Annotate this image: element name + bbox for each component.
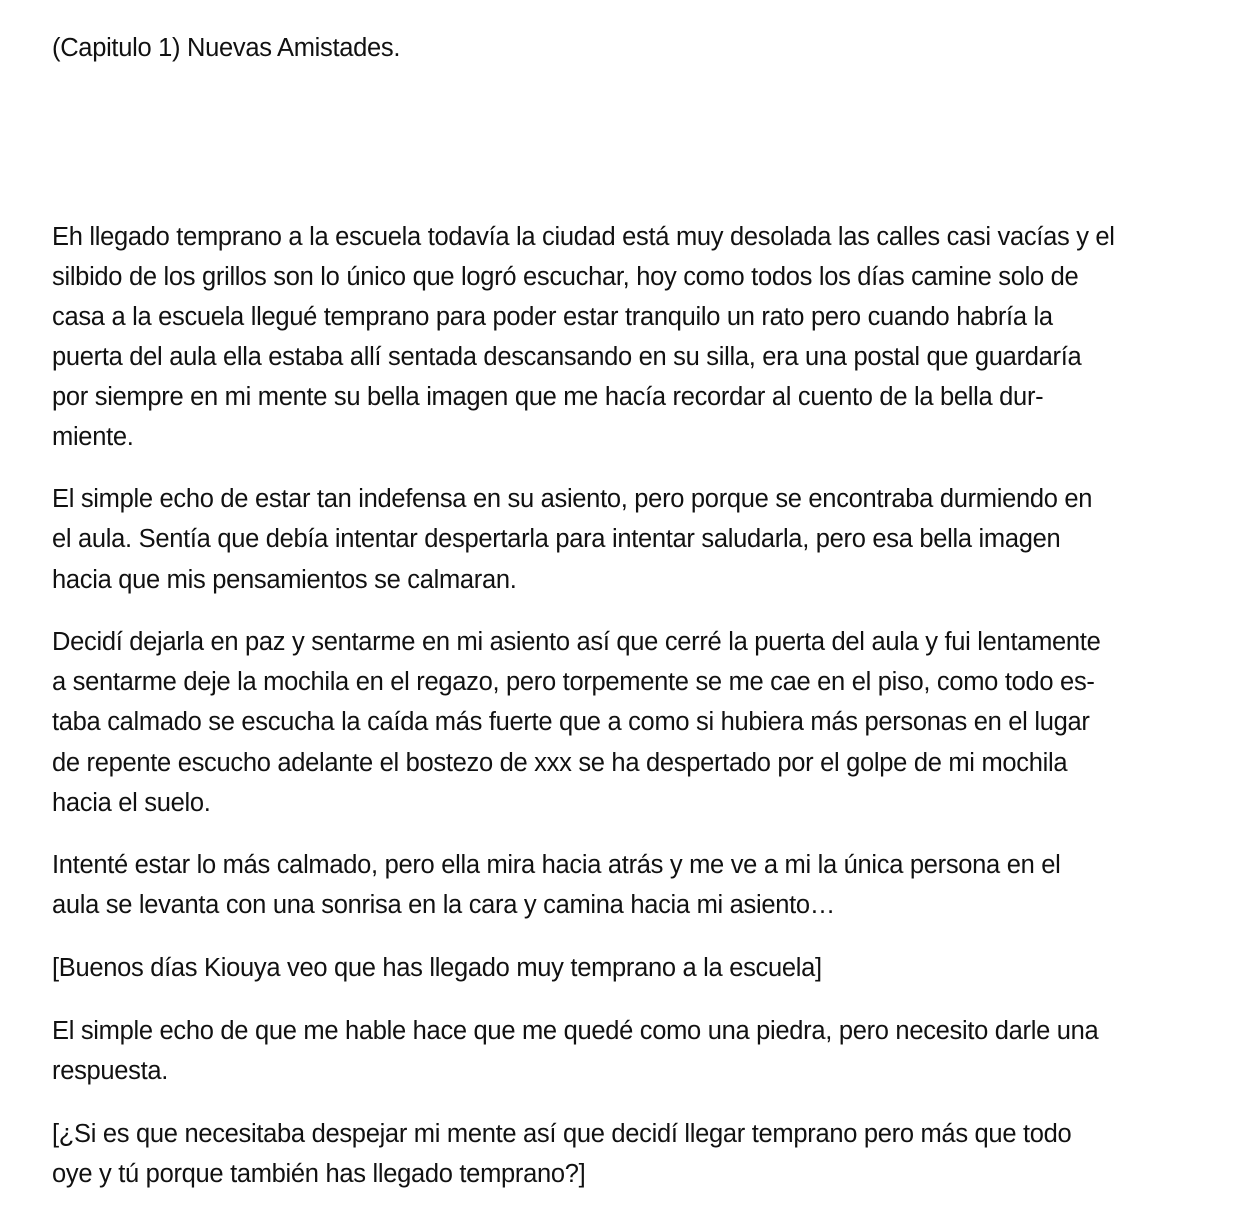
text-line: oye y tú porque también has llegado temprano?]: [52, 1160, 586, 1188]
text-line: el aula. Sentía que debía intentar despertarla para intentar saludarla, pero esa bella imagen: [52, 525, 1061, 553]
text-line: casa a la escuela llegué temprano para poder estar tranquilo un rato pero cuando habría la: [52, 303, 1053, 331]
text-line: [¿Si es que necesitaba despejar mi mente así que decidí llegar temprano pero más que todo: [52, 1120, 1072, 1148]
text-line: taba calmado se escucha la caída más fuerte que a como si hubiera más personas en el lugar: [52, 708, 1090, 736]
text-line: silbido de los grillos son lo único que logró escuchar, hoy como todos los días camine solo de: [52, 263, 1079, 291]
text-line: puerta del aula ella estaba allí sentada descansando en su silla, era una postal que guardaría: [52, 343, 1082, 371]
text-line: hacia el suelo.: [52, 789, 211, 817]
text-line: respuesta.: [52, 1057, 169, 1085]
text-line: aula se levanta con una sonrisa en la cara y camina hacia mi asiento…: [52, 891, 835, 919]
text-line: hacia que mis pensamientos se calmaran.: [52, 566, 517, 594]
text-line: a sentarme deje la mochila en el regazo, pero torpemente se me cae en el piso, como todo es-: [52, 668, 1095, 696]
chapter-title: (Capitulo 1) Nuevas Amistades.: [52, 34, 401, 62]
text-line: de repente escucho adelante el bostezo de xxx se ha despertado por el golpe de mi mochila: [52, 749, 1068, 777]
text-line: Eh llegado temprano a la escuela todavía la ciudad está muy desolada las calles casi vacías y el: [52, 223, 1115, 251]
text-line: por siempre en mi mente su bella imagen que me hacía recordar al cuento de la bella dur-: [52, 383, 1044, 411]
text-line: [Buenos días Kiouya veo que has llegado muy temprano a la escuela]: [52, 954, 822, 982]
text-line: Decidí dejarla en paz y sentarme en mi asiento así que cerré la puerta del aula y fui lentamente: [52, 628, 1101, 656]
text-line: El simple echo de que me hable hace que me quedé como una piedra, pero necesito darle una: [52, 1017, 1099, 1045]
text-line: miente.: [52, 423, 134, 451]
text-line: El simple echo de estar tan indefensa en su asiento, pero porque se encontraba durmiendo en: [52, 485, 1093, 513]
text-line: Intenté estar lo más calmado, pero ella mira hacia atrás y me ve a mi la única persona en el: [52, 851, 1061, 879]
